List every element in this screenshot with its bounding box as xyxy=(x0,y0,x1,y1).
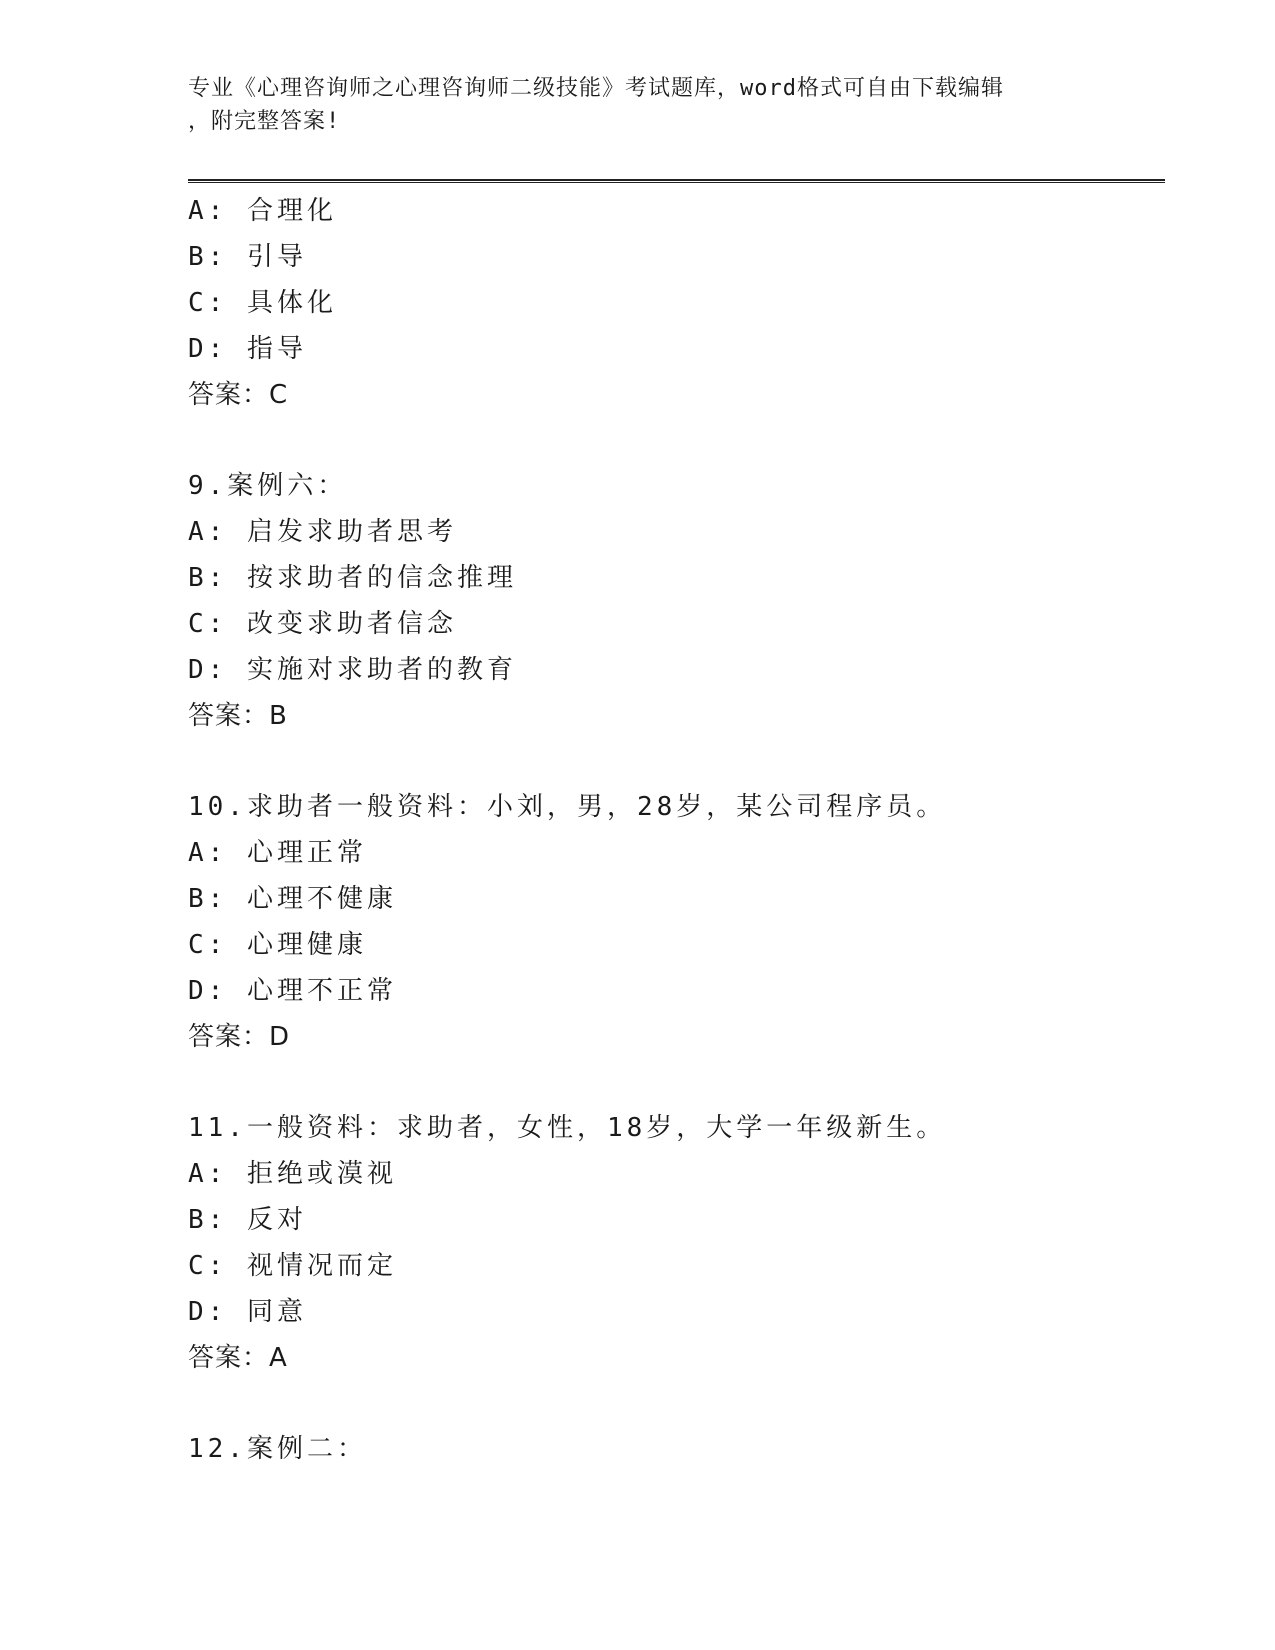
option-a: A: 心理正常 xyxy=(188,838,367,868)
question-12 xyxy=(188,1426,1165,1472)
document-header xyxy=(188,72,1088,138)
option-b: B: 按求助者的信念推理 xyxy=(188,563,517,593)
answer: 答案：C xyxy=(188,380,289,410)
question-text: 9.案例六： xyxy=(188,471,348,501)
option-b: B: 反对 xyxy=(188,1205,307,1235)
answer: 答案：D xyxy=(188,1022,291,1052)
question-10 xyxy=(188,784,1165,1060)
question-text: 10.求助者一般资料：小刘，男，28岁，某公司程序员。 xyxy=(188,792,947,822)
option-c: C: 视情况而定 xyxy=(188,1251,397,1281)
option-b: B: 引导 xyxy=(188,242,307,272)
option-d: D: 实施对求助者的教育 xyxy=(188,655,517,685)
option-d: D: 心理不正常 xyxy=(188,976,397,1006)
option-c: C: 改变求助者信念 xyxy=(188,609,457,639)
question-8 xyxy=(188,188,1165,418)
option-c: C: 具体化 xyxy=(188,288,337,318)
header-divider xyxy=(188,179,1165,183)
question-text: 11.一般资料：求助者，女性，18岁，大学一年级新生。 xyxy=(188,1113,947,1143)
question-list xyxy=(188,188,1165,1472)
option-a: A: 启发求助者思考 xyxy=(188,517,457,547)
option-a: A: 合理化 xyxy=(188,196,337,226)
question-9 xyxy=(188,463,1165,739)
option-d: D: 指导 xyxy=(188,334,307,364)
option-c: C: 心理健康 xyxy=(188,930,367,960)
option-b: B: 心理不健康 xyxy=(188,884,397,914)
question-text: 12.案例二： xyxy=(188,1434,367,1464)
answer: 答案：B xyxy=(188,701,288,731)
question-11 xyxy=(188,1105,1165,1381)
option-d: D: 同意 xyxy=(188,1297,307,1327)
header-line-1: 专业《心理咨询师之心理咨询师二级技能》考试题库，word格式可自由下载编辑 xyxy=(188,76,1004,101)
header-line-2: ，附完整答案! xyxy=(188,109,341,134)
answer: 答案：A xyxy=(188,1343,288,1373)
option-a: A: 拒绝或漠视 xyxy=(188,1159,397,1189)
